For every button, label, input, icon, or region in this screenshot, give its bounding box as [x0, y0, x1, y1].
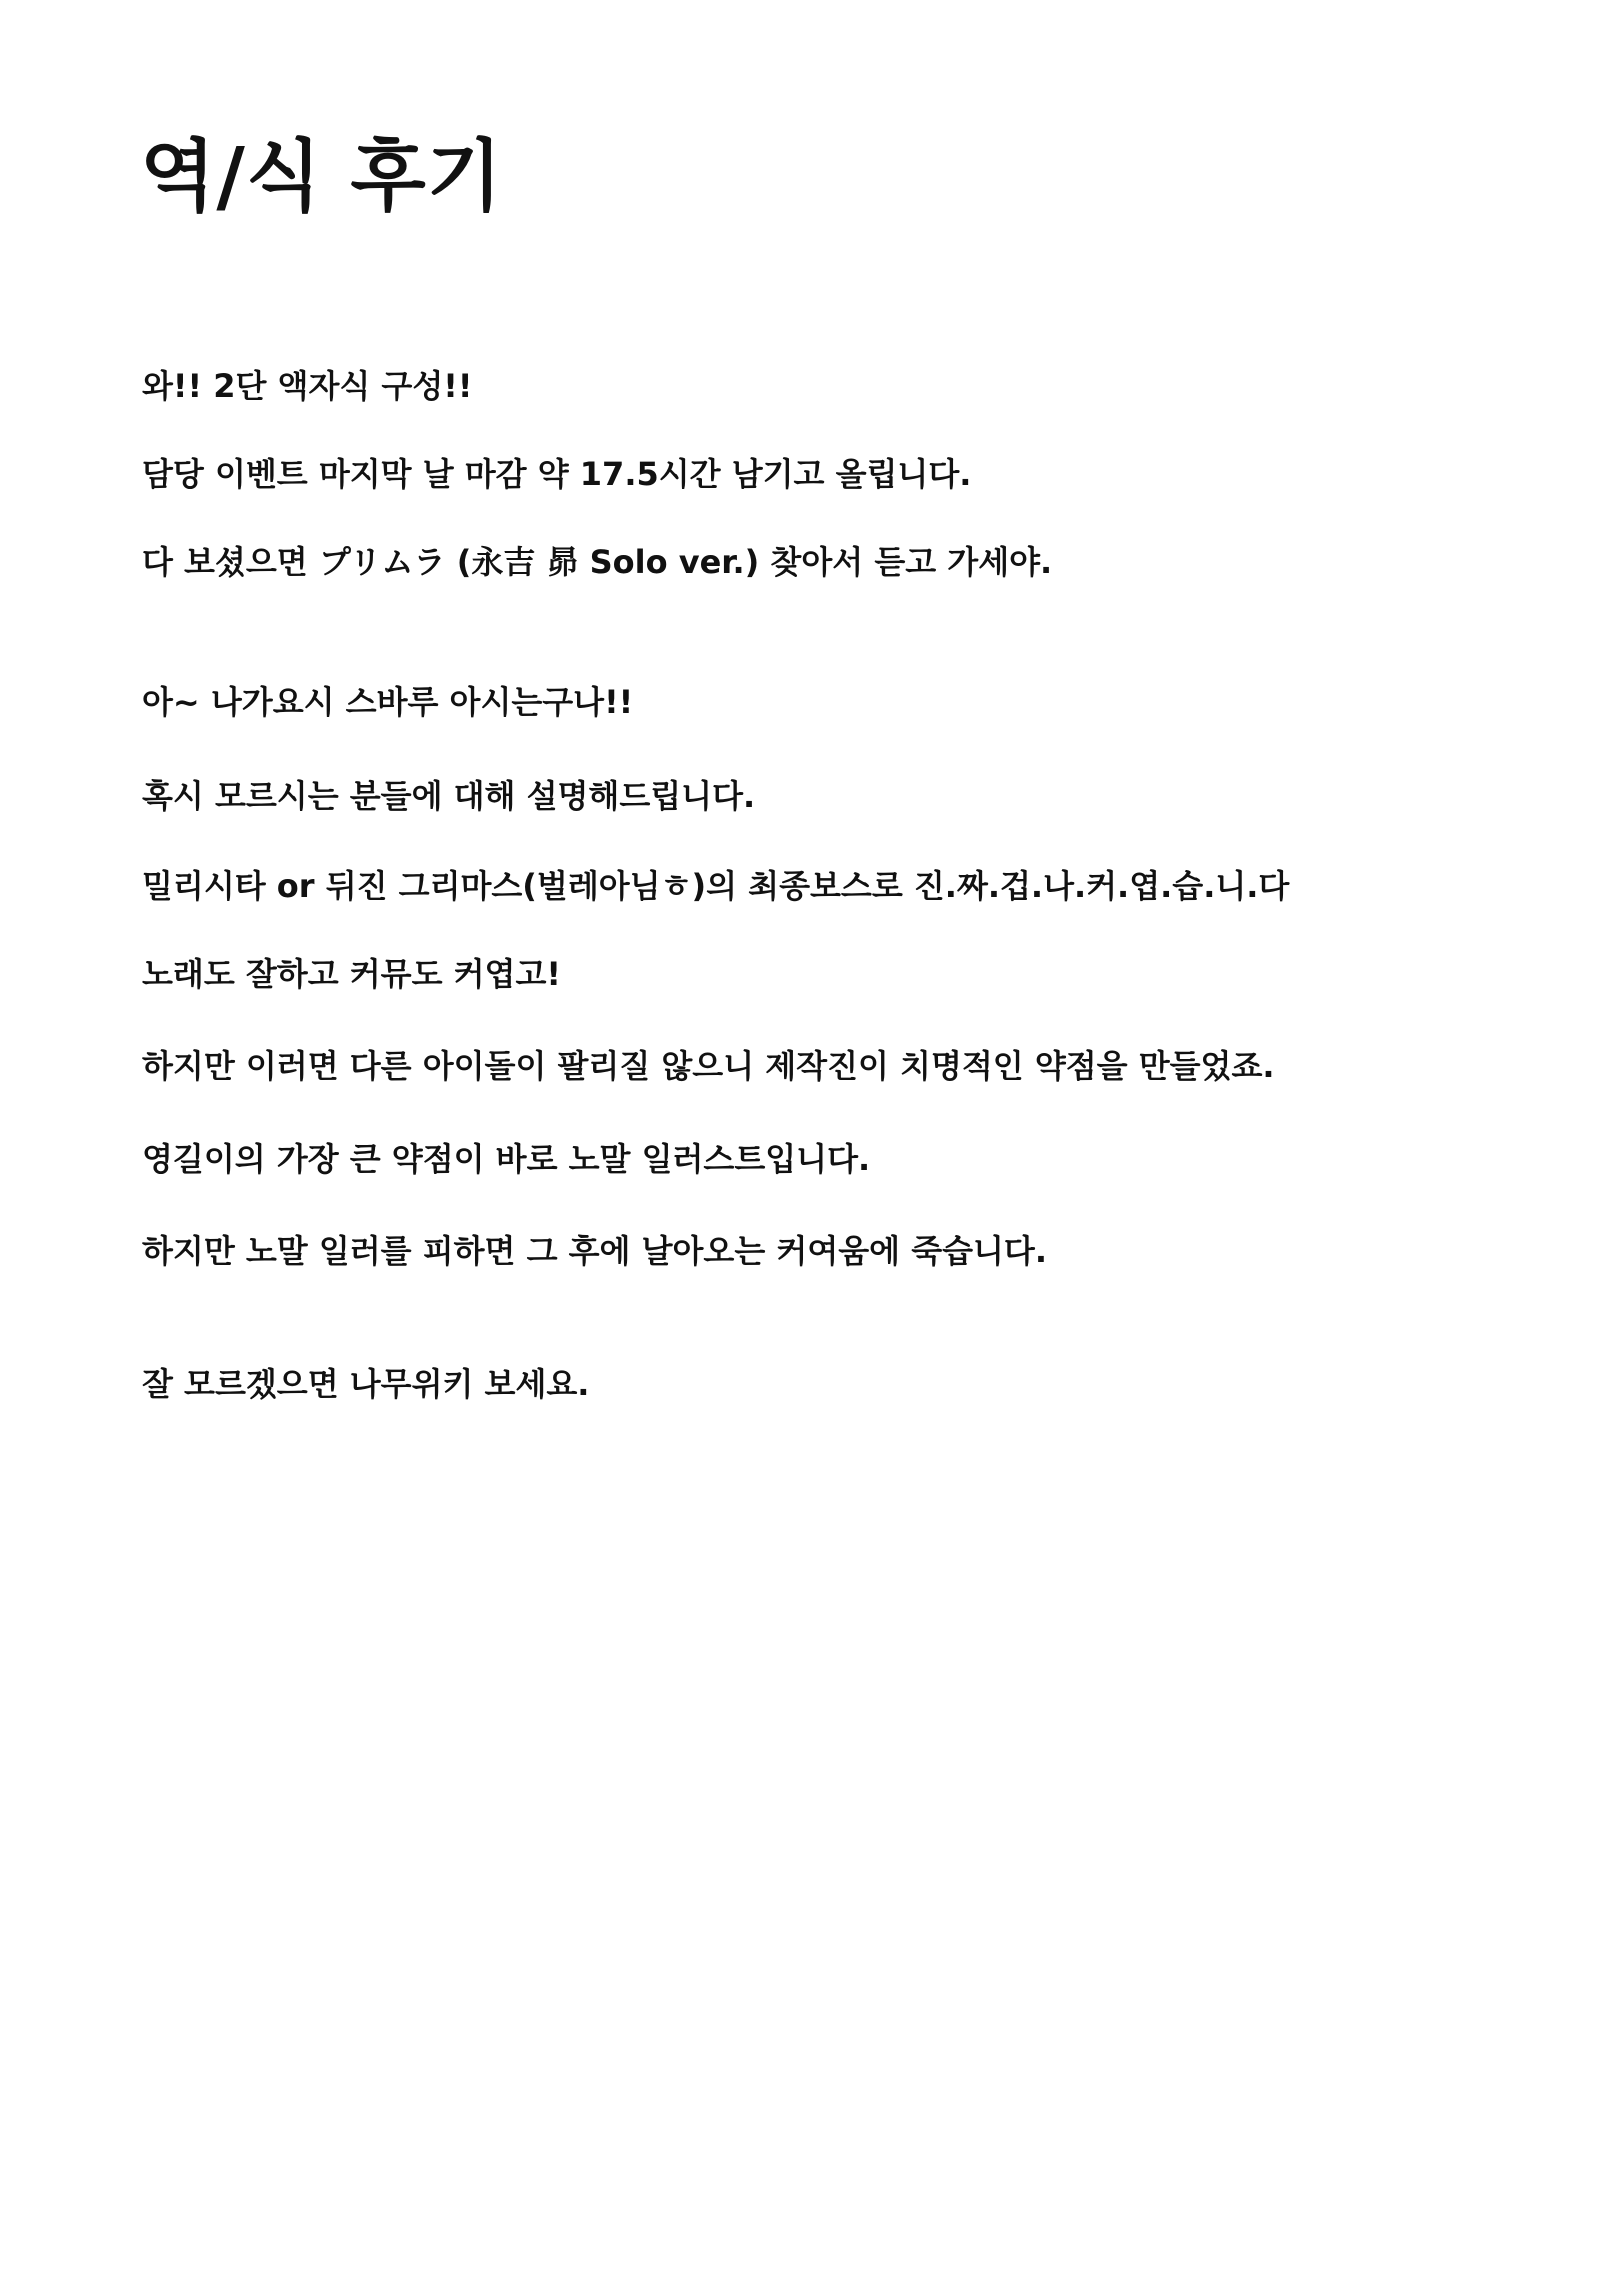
paragraph-line: 밀리시타 or 뒤진 그리마스(벌레아님ㅎ)의 최종보스로 진.짜.겁.나.커.엽.습.니.다 [142, 867, 1290, 905]
paragraph-line: 혹시 모르시는 분들에 대해 설명해드립니다. [142, 777, 756, 815]
paragraph-line: 하지만 이러면 다른 아이돌이 팔리질 않으니 제작진이 치명적인 약점을 만들었죠. [142, 1047, 1275, 1085]
paragraph-line: 노래도 잘하고 커뮤도 커엽고! [142, 955, 561, 993]
paragraph-line: 영길이의 가장 큰 약점이 바로 노말 일러스트입니다. [142, 1140, 871, 1178]
paragraph-line: 잘 모르겠으면 나무위키 보세요. [142, 1365, 590, 1403]
paragraph-line: 하지만 노말 일러를 피하면 그 후에 날아오는 커여움에 죽습니다. [142, 1232, 1047, 1270]
paragraph-line: 다 보셨으면 プリムラ (永吉 昴 Solo ver.) 찾아서 듣고 가세야. [142, 543, 1053, 581]
paragraph-line: 아~ 나가요시 스바루 아시는구나!! [142, 683, 634, 721]
paragraph-line: 담당 이벤트 마지막 날 마감 약 17.5시간 남기고 올립니다. [142, 455, 972, 493]
page-title: 역/식 후기 [140, 132, 504, 222]
paragraph-line: 와!! 2단 액자식 구성!! [142, 367, 473, 405]
